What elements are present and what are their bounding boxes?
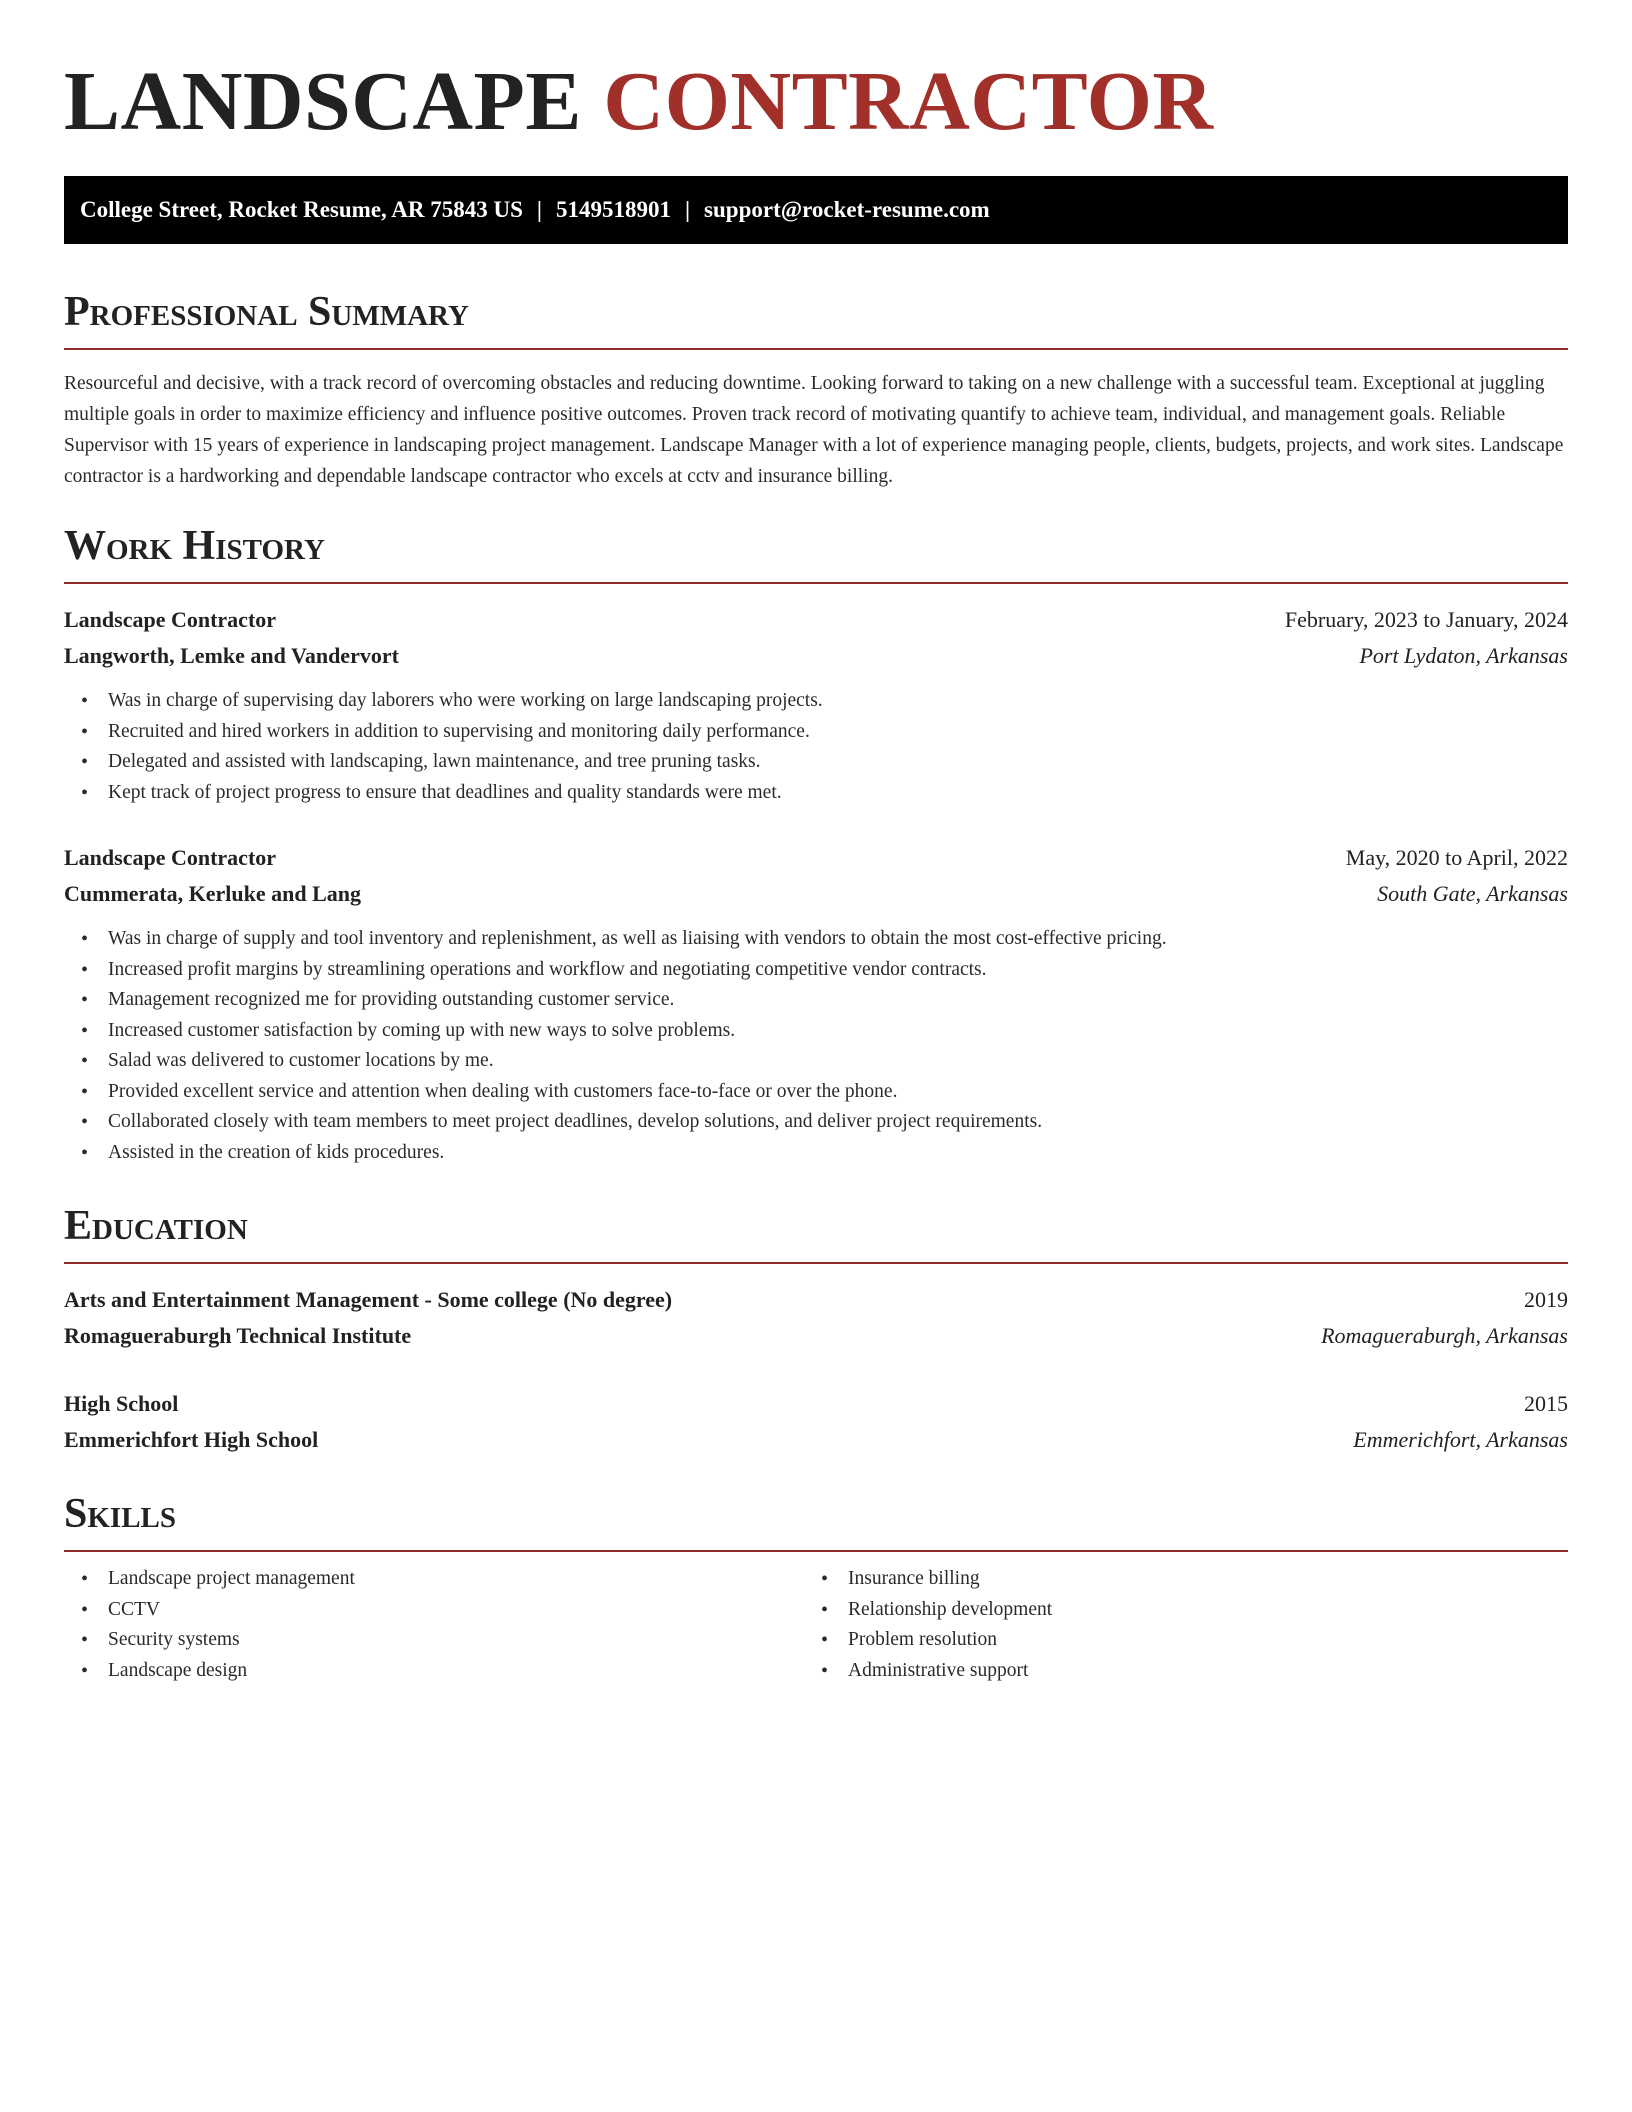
education-year: 2019 xyxy=(1524,1287,1568,1312)
education-location: Emmerichfort, Arkansas xyxy=(1353,1427,1568,1452)
section-title-summary: Professional Summary xyxy=(64,289,469,335)
education-year: 2015 xyxy=(1524,1391,1568,1416)
job-bullet: • Was in charge of supervising day laborers who were working on large landscaping projects. xyxy=(64,686,1568,717)
contact-bar xyxy=(64,176,1568,244)
skill-item: • Administrative support xyxy=(804,1656,1544,1687)
contact-separator: | xyxy=(536,197,542,222)
education-entry xyxy=(64,1282,1568,1354)
job-dates: May, 2020 to April, 2022 xyxy=(1345,845,1568,870)
job-bullet: • Was in charge of supply and tool inventory and replenishment, as well as liaising with vendors to obtain the most cost-effective pricing. xyxy=(64,924,1568,955)
education-school: Emmerichfort High School xyxy=(64,1427,319,1452)
section-divider xyxy=(64,1262,1568,1264)
job-bullet: • Kept track of project progress to ensure that deadlines and quality standards were met. xyxy=(64,778,1568,809)
job-title: Landscape Contractor xyxy=(64,845,277,870)
job-bullet: • Increased profit margins by streamlining operations and workflow and negotiating competitive vendor contracts. xyxy=(64,955,1568,986)
job-entry xyxy=(64,840,1568,1168)
education-entry xyxy=(64,1386,1568,1458)
job-bullets xyxy=(64,924,1568,1168)
job-bullet: • Increased customer satisfaction by coming up with new ways to solve problems. xyxy=(64,1016,1568,1047)
contact-address: College Street, Rocket Resume, AR 75843 US xyxy=(80,197,523,222)
education-degree: Arts and Entertainment Management - Some college (No degree) xyxy=(64,1287,673,1312)
work-history-section xyxy=(64,520,1568,1168)
job-location: Port Lydaton, Arkansas xyxy=(1359,643,1568,668)
contact-separator: | xyxy=(684,197,691,222)
summary-section xyxy=(64,286,1568,492)
skills-column-left xyxy=(64,1564,804,1686)
education-degree: High School xyxy=(64,1391,179,1416)
skill-item: • Security systems xyxy=(64,1625,804,1656)
skill-item: • Landscape project management xyxy=(64,1564,804,1595)
section-title-skills: Skills xyxy=(64,1491,177,1537)
job-bullet: • Assisted in the creation of kids procedures. xyxy=(64,1138,1568,1169)
section-title-education: Education xyxy=(64,1203,248,1249)
summary-text: Resourceful and decisive, with a track record of overcoming obstacles and reducing downtime. Looking forward to taking on a new challenge with a successful team. Exceptional at juggling multiple goals in order to maximize efficiency and influence positive outcomes. Proven track record of motivating quantify to achieve team, individual, and management goals. Reliable Supervisor with 15 years of experience in landscaping project management. Landscape Manager with a lot of experience managing people, clients, budgets, projects, and work sites. Landscape contractor is a hardworking and dependable landscape contractor who excels at cctv and insurance billing. xyxy=(64,373,1564,487)
skill-item: • Relationship development xyxy=(804,1595,1544,1626)
job-bullet: • Management recognized me for providing outstanding customer service. xyxy=(64,985,1568,1016)
section-divider xyxy=(64,348,1568,350)
name-last: CONTRACTOR xyxy=(603,55,1214,148)
section-divider xyxy=(64,582,1568,584)
job-bullet: • Provided excellent service and attention when dealing with customers face-to-face or over the phone. xyxy=(64,1077,1568,1108)
section-divider xyxy=(64,1550,1568,1552)
contact-phone: 5149518901 xyxy=(555,197,671,222)
contact-email: support@rocket-resume.com xyxy=(704,197,990,222)
job-bullets xyxy=(64,686,1568,808)
job-bullet: • Collaborated closely with team members to meet project deadlines, develop solutions, and deliver project requirements. xyxy=(64,1107,1568,1138)
job-bullet: • Recruited and hired workers in addition to supervising and monitoring daily performance. xyxy=(64,717,1568,748)
job-title: Landscape Contractor xyxy=(64,607,277,632)
job-entry xyxy=(64,602,1568,808)
job-dates: February, 2023 to January, 2024 xyxy=(1284,607,1568,632)
resume-page xyxy=(64,0,1568,1686)
skills-section xyxy=(64,1488,1568,1686)
education-section xyxy=(64,1200,1568,1458)
skill-item: • Problem resolution xyxy=(804,1625,1544,1656)
section-title-work-history: Work History xyxy=(64,523,325,569)
education-school: Romagueraburgh Technical Institute xyxy=(64,1323,412,1348)
job-bullet: • Salad was delivered to customer locations by me. xyxy=(64,1046,1568,1077)
job-company: Langworth, Lemke and Vandervort xyxy=(64,643,399,668)
job-location: South Gate, Arkansas xyxy=(1377,881,1568,906)
skills-column-right xyxy=(804,1564,1544,1686)
job-company: Cummerata, Kerluke and Lang xyxy=(64,881,361,906)
resume-name xyxy=(64,0,1568,148)
skill-item: • Insurance billing xyxy=(804,1564,1544,1595)
education-location: Romagueraburgh, Arkansas xyxy=(1321,1323,1568,1348)
skill-item: • Landscape design xyxy=(64,1656,804,1687)
skills-grid xyxy=(64,1564,1568,1686)
job-bullet: • Delegated and assisted with landscaping, lawn maintenance, and tree pruning tasks. xyxy=(64,747,1568,778)
name-first: LANDSCAPE xyxy=(64,55,582,148)
skill-item: • CCTV xyxy=(64,1595,804,1626)
